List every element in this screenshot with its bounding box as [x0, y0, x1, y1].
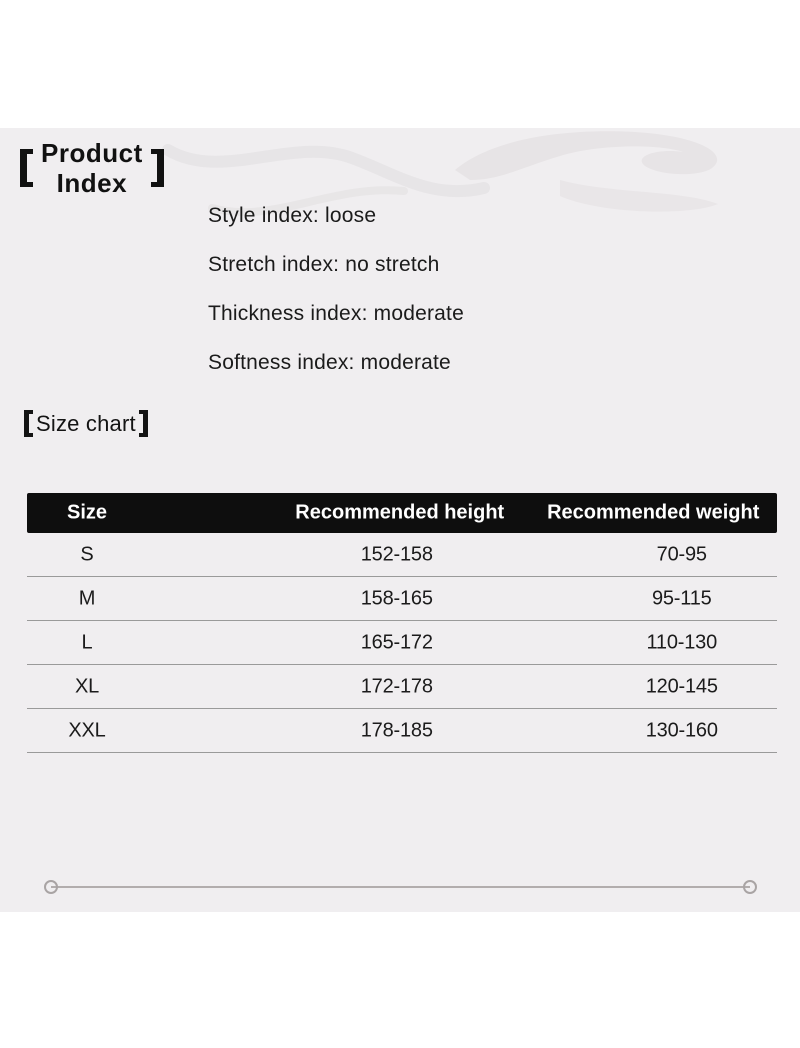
height-value: 152-158: [360, 543, 433, 565]
size-value: M: [78, 587, 96, 609]
product-index-list: [208, 202, 464, 398]
divider-circle-right: [743, 880, 757, 894]
weight-value: 110-130: [646, 631, 718, 653]
size-value: L: [81, 631, 93, 653]
height-value: 158-165: [360, 587, 433, 609]
column-header-size: Size: [66, 501, 108, 524]
table-header-row: [27, 493, 777, 533]
table-row: [27, 533, 777, 577]
table-row: [27, 577, 777, 621]
weight-value: 95-115: [651, 587, 712, 609]
size-value: XXL: [68, 719, 106, 741]
size-value: S: [80, 543, 94, 565]
left-bracket-icon: [24, 410, 33, 437]
height-value: 172-178: [360, 675, 433, 697]
index-item-stretch: Stretch index: no stretch: [208, 253, 440, 276]
height-value: 178-185: [360, 719, 433, 741]
table-row: [27, 709, 777, 753]
left-bracket-icon: [20, 149, 33, 187]
right-bracket-icon: [139, 410, 148, 437]
height-value: 165-172: [360, 631, 433, 653]
weight-value: 120-145: [645, 675, 718, 697]
right-bracket-icon: [151, 149, 164, 187]
size-value: XL: [74, 675, 100, 697]
weight-value: 130-160: [645, 719, 718, 741]
product-index-title: [41, 138, 143, 198]
size-chart-table: [27, 493, 777, 753]
product-index-title-line2: Index: [56, 168, 128, 198]
column-header-height: Recommended height: [295, 501, 505, 524]
index-item-softness: Softness index: moderate: [208, 351, 451, 374]
table-row: [27, 665, 777, 709]
size-chart-heading: [24, 410, 148, 437]
index-item-style: Style index: loose: [208, 204, 377, 227]
table-row: [27, 621, 777, 665]
column-header-weight: Recommended weight: [547, 501, 760, 524]
bottom-divider-line: [51, 886, 750, 888]
content-band: [0, 128, 800, 912]
product-index-title-line1: Product: [41, 138, 143, 168]
size-chart-heading-text: Size chart: [36, 410, 136, 436]
product-index-heading: [20, 138, 164, 198]
weight-value: 70-95: [656, 543, 707, 565]
index-item-thickness: Thickness index: moderate: [208, 302, 464, 325]
divider-circle-left: [44, 880, 58, 894]
